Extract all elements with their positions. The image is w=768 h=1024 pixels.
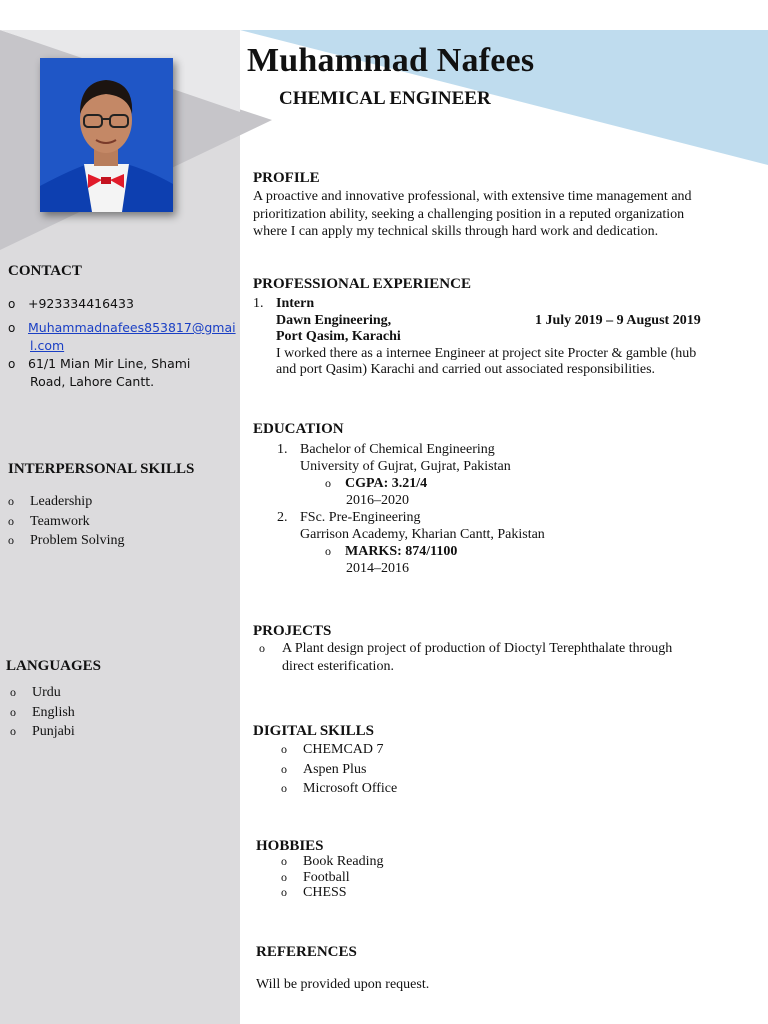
contact-phone [8,295,240,313]
list-item [8,531,125,551]
list-item [10,703,75,723]
bullet-icon: o [10,685,16,699]
list-item [281,779,397,799]
bullet-icon: o [8,321,16,335]
list-number: 1. [253,296,264,311]
bullet-icon: o [8,494,14,508]
education-years: 2016–2020 [346,493,409,509]
skill-text: Microsoft Office [303,781,398,796]
education-institute: University of Gujrat, Gujrat, Pakistan [300,458,511,474]
contact-heading: CONTACT [8,263,82,279]
skill-text: Aspen Plus [303,761,367,777]
language-text: Punjabi [32,724,75,739]
bullet-icon: o [8,513,14,528]
bullet-icon: o [281,781,287,795]
bullet-icon: o [281,885,287,899]
profile-photo [40,58,173,212]
candidate-name: Muhammad Nafees [247,42,535,79]
address-line: 61/1 Mian Mir Line, Shami [28,356,191,371]
list-item [10,683,75,703]
languages-heading: LANGUAGES [6,658,102,674]
digital-skills-heading: DIGITAL SKILLS [253,723,375,739]
education-degree: Bachelor of Chemical Engineering [300,442,495,457]
bullet-icon: o [281,761,287,776]
phone-text: +923334416433 [28,296,134,311]
hobbies-heading: HOBBIES [256,838,324,854]
education-item [277,510,545,578]
bullet-icon: o [281,869,287,884]
references-text: Will be provided upon request. [256,977,430,992]
hobby-text: Book Reading [303,854,384,869]
projects-list [259,640,672,675]
avatar [40,58,173,212]
profile-line: where I can apply my technical skills through hard work and dedication. [253,224,659,239]
bullet-icon: o [8,357,16,371]
skill-text: Problem Solving [30,533,125,548]
contact-address [8,355,240,373]
list-number: 1. [277,442,288,457]
list-item [281,854,384,870]
skill-text: Leadership [30,494,93,509]
hobbies-list [281,854,384,901]
hobby-text: CHESS [303,885,347,900]
bullet-icon: o [325,476,331,491]
references-heading: REFERENCES [256,944,357,960]
projects-heading: PROJECTS [253,623,332,639]
list-item [8,492,125,512]
skill-text: CHEMCAD 7 [303,742,384,757]
email-link[interactable]: Muhammadnafees853817@gmai [28,320,236,335]
education-list [277,442,545,578]
address-line: Road, Lahore Cantt. [30,374,155,389]
project-text: direct esterification. [282,658,394,674]
profile-line: A proactive and innovative professional, with extensive time management and [253,189,692,204]
contact-email-cont [8,337,240,354]
bullet-icon: o [281,742,287,756]
contact-list [8,295,240,390]
experience-desc-line: and port Qasim) Karachi and carried out associated responsibilities. [276,362,656,377]
interpersonal-heading: INTERPERSONAL SKILLS [8,461,195,477]
list-item [8,512,125,532]
experience-dates: 1 July 2019 – 9 August 2019 [535,312,701,328]
job-title: CHEMICAL ENGINEER [279,88,491,109]
experience-company: Dawn Engineering, [276,312,392,328]
education-heading: EDUCATION [253,421,344,437]
language-text: Urdu [32,685,61,700]
profile-line: prioritization ability, seeking a challenging position in a reputed organization [253,206,685,222]
digital-skills-list [281,740,397,799]
profile-text [253,188,692,241]
education-institute: Garrison Academy, Kharian Cantt, Pakistan [300,526,545,542]
experience-desc-line: I worked there as a internee Engineer at project site Procter & gamble (hub [276,345,697,361]
education-years: 2014–2016 [346,560,409,576]
contact-address-cont [8,373,240,390]
language-text: English [32,704,75,720]
hobby-text: Football [303,869,350,885]
education-score: MARKS: 874/1100 [345,544,458,560]
languages-list [10,683,75,742]
experience-heading: PROFESSIONAL EXPERIENCE [253,276,471,292]
bullet-icon: o [10,704,16,719]
profile-heading: PROFILE [253,170,320,186]
bullet-icon: o [259,641,265,655]
education-degree: FSc. Pre-Engineering [300,509,421,525]
experience-entry [253,296,753,379]
bullet-icon: o [281,854,287,868]
education-score: CGPA: 3.21/4 [345,476,428,492]
list-item [281,760,397,780]
list-item [281,885,384,901]
experience-location: Port Qasim, Karachi [276,329,401,344]
bullet-icon: o [8,533,14,547]
interpersonal-list [8,492,125,551]
bullet-icon: o [325,544,331,559]
contact-email [8,319,240,337]
list-number: 2. [277,509,288,525]
education-item [277,442,545,510]
project-text: A Plant design project of production of Dioctyl Terephthalate through [282,641,673,656]
skill-text: Teamwork [30,513,90,529]
bullet-icon: o [8,297,16,311]
list-item [281,740,397,760]
experience-role: Intern [276,296,315,311]
email-link-continuation[interactable]: l.com [30,338,65,353]
bullet-icon: o [10,724,16,738]
list-item [10,722,75,742]
list-item [281,870,384,886]
